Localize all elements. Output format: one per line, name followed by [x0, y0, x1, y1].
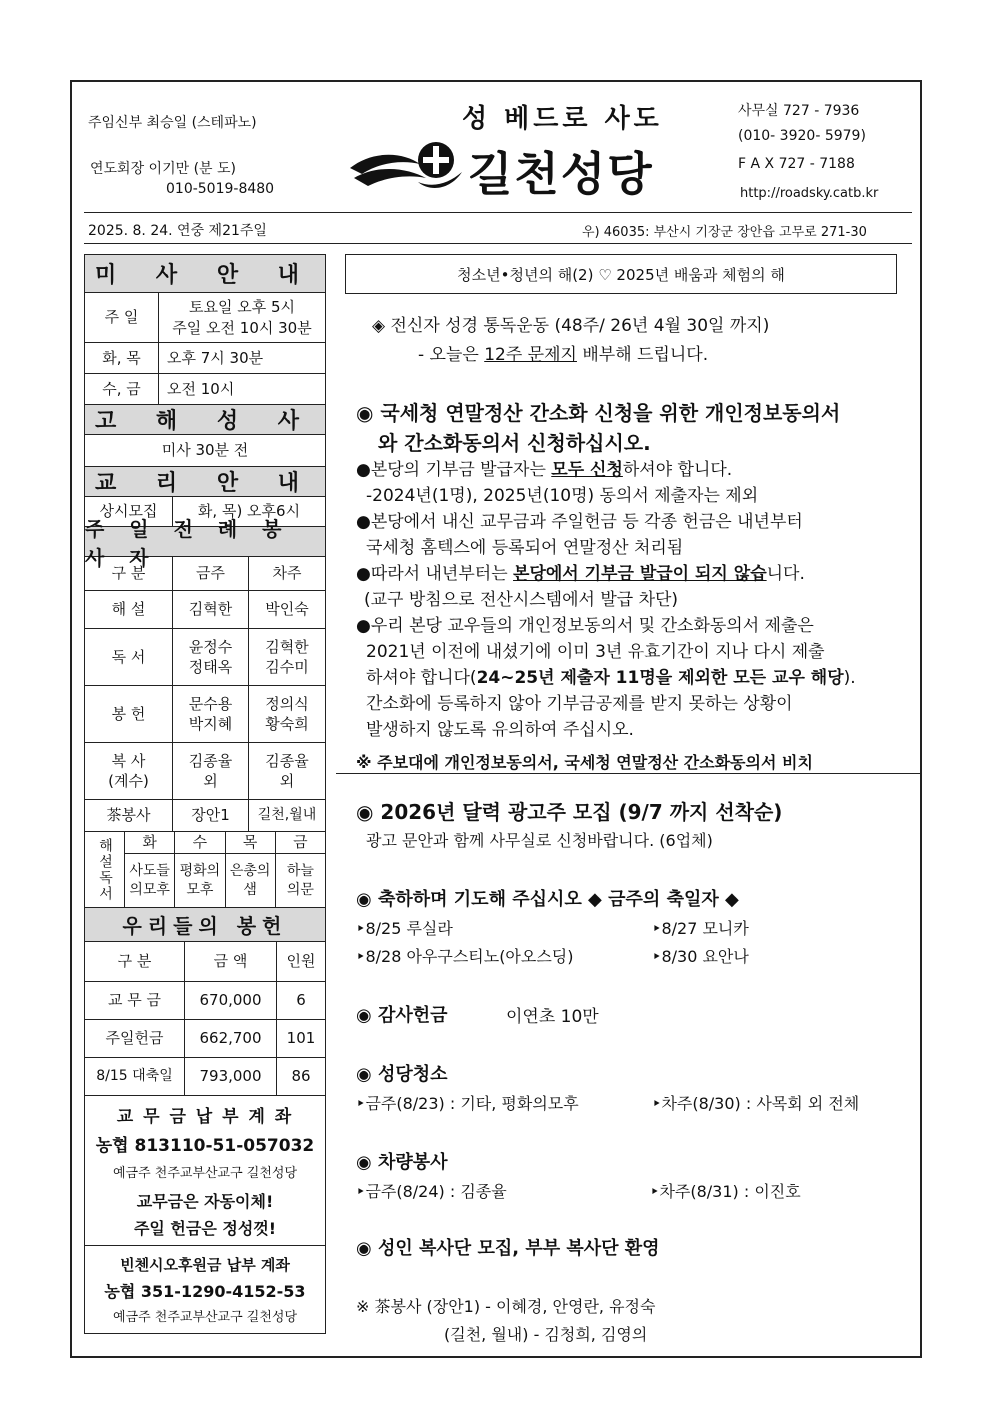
- offering-row: [85, 1020, 325, 1058]
- commentary-grid: [85, 832, 325, 908]
- catechism-value: 화, 목) 오후6시: [197, 502, 301, 521]
- offering-count: 86: [291, 1067, 311, 1086]
- servers-next-week: 길천,월내: [257, 807, 317, 824]
- mass-time: 오후 7시 30분: [167, 348, 264, 367]
- website-link[interactable]: http://roadsky.catb.kr: [740, 186, 879, 201]
- calendar-title: ◉ 2026년 달력 광고주 모집 (9/7 까지 선착순): [356, 800, 783, 824]
- confession-row: [85, 435, 325, 467]
- tax-line: 간소화에 등록하지 않아 기부금공제를 받지 못하는 상황이: [366, 694, 793, 714]
- bible-note-prefix: - 오늘은: [418, 345, 485, 365]
- parish-logo-icon: [348, 138, 466, 192]
- offering-row: [85, 982, 325, 1020]
- section-divider: [336, 773, 920, 774]
- cleaning-this-week: ‣금주(8/23) : 기타, 평화의모후: [356, 1094, 579, 1113]
- servers-this-week: 김종율 외: [173, 743, 249, 799]
- vincent-holder: 예금주 천주교부산교구 길천성당: [112, 1310, 298, 1325]
- tax-line: [356, 457, 916, 483]
- servers-this-week: 윤정수 정태옥: [173, 629, 249, 685]
- servers-next-week: 정의식 황숙희: [265, 694, 309, 733]
- pastor-info: 주임신부 최승일 (스테파노): [88, 115, 257, 131]
- tax-note: ※ 주보대에 개인정보동의서, 국세청 연말정산 간소화동의서 비치: [356, 753, 813, 772]
- mass-day: 화, 목: [85, 343, 159, 373]
- calendar-text: 광고 문안과 함께 사무실로 신청바랍니다. (6업체): [366, 831, 713, 850]
- confession-title: 고 해 성 사: [85, 405, 325, 435]
- car-service-title: ◉ 차량봉사: [356, 1152, 448, 1173]
- feast-item: ‣8/25 루실라: [356, 919, 453, 938]
- commentary-label: 해설독서: [85, 832, 125, 907]
- mass-time: 오전 10시: [167, 379, 235, 398]
- tax-details: [356, 457, 916, 743]
- mass-row-wed-fri: [85, 374, 325, 405]
- account-number: 농협 813110-51-057032: [95, 1136, 315, 1156]
- parish-patron: 성 베드로 사도: [462, 104, 663, 134]
- catechism-title: 교 리 안 내: [85, 467, 325, 497]
- bible-reading-title: ◈ 전신자 성경 통독운동 (48주/ 26년 4월 30일 까지): [372, 316, 770, 336]
- weekday-group: 사도들 의모후: [125, 854, 175, 907]
- bible-reading-note: [418, 340, 708, 365]
- servers-row: [85, 800, 325, 832]
- tea-service-1: ※ 茶봉사 (장안1) - 이혜경, 안영란, 유정숙: [356, 1297, 656, 1316]
- account-holder: 예금주 천주교부산교구 길천성당: [112, 1166, 298, 1181]
- issue-date: 2025. 8. 24. 연중 제21주일: [88, 223, 267, 239]
- feast-title: ◉ 축하하며 기도해 주십시오 ◆ 금주의 축일자 ◆: [356, 889, 739, 910]
- tax-text: 하셔야 합니다(: [366, 668, 477, 688]
- servers-next-week: 김종율 외: [265, 751, 309, 790]
- tea-service-2: (길천, 월내) - 김청희, 김영의: [444, 1325, 648, 1344]
- header-rule-bottom: [84, 243, 912, 244]
- mass-row-tue-thu: [85, 343, 325, 374]
- tax-emphasis: 24~25년 제출자 11명을 제외한 모든 교우 해당: [476, 668, 844, 688]
- weekday-group: 하늘 의문: [286, 862, 314, 898]
- servers-header-row: [85, 557, 325, 591]
- feast-item: ‣8/27 모니카: [652, 919, 749, 938]
- servers-next-week: 김혁한 김수미: [265, 637, 309, 676]
- car-service-next-week: ‣차주(8/31) : 이진호: [650, 1182, 801, 1201]
- servers-row: [85, 591, 325, 629]
- weekday-group: 은총의 샘: [226, 854, 276, 907]
- servers-next-week: 박인숙: [265, 600, 309, 619]
- servers-role: 복 사 (계수): [85, 743, 173, 799]
- mass-day: 주 일: [85, 293, 159, 342]
- tax-section-title: ◉ 국세청 연말정산 간소화 신청을 위한 개인정보동의서: [356, 401, 841, 425]
- offering-header: 구 분: [85, 942, 185, 981]
- mass-row-sunday: [85, 293, 325, 343]
- thanks-text: 이연초 10만: [506, 1007, 599, 1027]
- cleaning-next-week: ‣차주(8/30) : 사목회 외 전체: [652, 1094, 860, 1113]
- tax-text: ●따라서 내년부터는: [356, 564, 514, 584]
- tax-line: [356, 665, 916, 691]
- offering-count: 6: [296, 991, 306, 1010]
- offering-amount: 662,700: [185, 1020, 277, 1057]
- servers-role: 독 서: [85, 629, 173, 685]
- tax-line: (교구 방침으로 전산시스템에서 발급 차단): [364, 590, 679, 610]
- servers-this-week: 장안1: [173, 800, 249, 831]
- offering-title: 우리들의 봉헌: [85, 908, 325, 942]
- offering-header: 인원: [286, 952, 316, 971]
- offering-amount: 670,000: [185, 982, 277, 1019]
- mass-time: 토요일 오후 5시 주일 오전 10시 30분: [172, 298, 312, 337]
- servers-header: 구 분: [85, 557, 173, 590]
- tax-section-title-2: 와 간소화동의서 신청하십시오.: [378, 431, 651, 455]
- tax-line: ●우리 본당 교우들의 개인정보동의서 및 간소화동의서 제출은: [356, 616, 814, 636]
- servers-this-week: 문수용 박지혜: [173, 686, 249, 742]
- mass-day: 수, 금: [85, 374, 159, 404]
- offering-name: 8/15 대축일: [85, 1058, 185, 1095]
- fax-number: F A X 727 - 7188: [738, 156, 855, 172]
- tax-line: -2024년(1명), 2025년(10명) 동의서 제출자는 제외: [366, 486, 759, 506]
- tax-line: ●본당에서 내신 교무금과 주일헌금 등 각종 헌금은 내년부터: [356, 512, 803, 532]
- bible-note-highlight: 12주 문제지: [484, 345, 577, 365]
- catechism-label: 상시모집: [85, 497, 173, 526]
- car-service-this-week: ‣금주(8/24) : 김종율: [356, 1182, 507, 1201]
- altar-servers-title: ◉ 성인 복사단 모집, 부부 복사단 환영: [356, 1238, 660, 1259]
- account-box: [85, 1096, 325, 1246]
- confession-text: 미사 30분 전: [161, 441, 249, 460]
- servers-role: 해 설: [85, 591, 173, 628]
- office-phone: 사무실 727 - 7936: [738, 103, 860, 119]
- tax-text: ).: [843, 668, 856, 688]
- servers-header: 차주: [272, 564, 302, 583]
- chairman-info: 연도회장 이기만 (분 도): [90, 161, 236, 177]
- offering-name: 교 무 금: [85, 982, 185, 1019]
- offering-name: 주일헌금: [85, 1020, 185, 1057]
- year-banner: 청소년•청년의 해(2) ♡ 2025년 배움과 체험의 해: [345, 254, 897, 294]
- commentary-group-row: [125, 854, 325, 907]
- feast-item: ‣8/28 아우구스티노(아오스딩): [356, 947, 574, 966]
- tax-text: ●본당의 기부금 발급자는: [356, 460, 552, 480]
- offering-header: 금 액: [185, 942, 277, 981]
- vincent-title: 빈첸시오후원금 납부 계좌: [120, 1256, 290, 1274]
- cleaning-title: ◉ 성당청소: [356, 1064, 448, 1085]
- weekday-label: 수: [175, 832, 225, 853]
- bible-note-suffix: 배부해 드립니다.: [576, 345, 709, 365]
- parish-address: 우) 46035: 부산시 기장군 장안읍 고무로 271-30: [582, 225, 867, 240]
- servers-role: 봉 헌: [85, 686, 173, 742]
- vincent-number: 농협 351-1290-4152-53: [104, 1282, 306, 1301]
- mobile-phone: (010- 3920- 5979): [738, 128, 866, 144]
- tax-line: [356, 561, 916, 587]
- servers-title: 주 일 전 례 봉 사 자: [85, 527, 325, 557]
- commentary-weekday-row: [125, 832, 325, 854]
- tax-line: 국세청 홈텍스에 등록되어 연말정산 처리됨: [366, 538, 684, 558]
- weekday-label: 화: [125, 832, 175, 853]
- account-note: 교무금은 자동이체!: [136, 1192, 274, 1211]
- weekday-label: 금: [293, 833, 308, 852]
- tax-emphasis: 본당에서 기부금 발급이 되지 않습: [513, 564, 767, 584]
- mass-title: 미 사 안 내: [85, 255, 325, 293]
- parish-name: 길천성당: [468, 147, 654, 201]
- offering-row: [85, 1058, 325, 1096]
- left-info-table: [84, 254, 326, 1334]
- weekday-group: 평화의 모후: [175, 854, 225, 907]
- weekday-label: 목: [226, 832, 276, 853]
- offering-count: 101: [286, 1029, 316, 1048]
- offering-amount: 793,000: [185, 1058, 277, 1095]
- commentary-cells: [125, 832, 325, 907]
- tax-emphasis: 모두 신청: [551, 460, 623, 480]
- account-title: 교 무 금 납 부 계 좌: [116, 1107, 294, 1127]
- vincent-box: [85, 1246, 325, 1333]
- servers-this-week: 김혁한: [173, 591, 249, 628]
- servers-role: 茶봉사: [85, 800, 173, 831]
- tax-line: 2021년 이전에 내셨기에 이미 3년 유효기간이 지나 다시 제출: [366, 642, 825, 662]
- thanks-title: ◉ 감사헌금: [356, 1005, 448, 1026]
- servers-row: [85, 686, 325, 743]
- account-note: 주일 헌금은 정성껏!: [133, 1219, 277, 1238]
- tax-text: 니다.: [766, 564, 805, 584]
- servers-row: [85, 629, 325, 686]
- feast-item: ‣8/30 요안나: [652, 947, 749, 966]
- chairman-phone: 010-5019-8480: [166, 181, 275, 197]
- servers-header: 금주: [173, 557, 249, 590]
- tax-line: 발생하지 않도록 유의하여 주십시오.: [366, 720, 634, 740]
- header-rule-top: [84, 212, 912, 213]
- servers-row: [85, 743, 325, 800]
- offering-header-row: [85, 942, 325, 982]
- tax-text: 하셔야 합니다.: [622, 460, 733, 480]
